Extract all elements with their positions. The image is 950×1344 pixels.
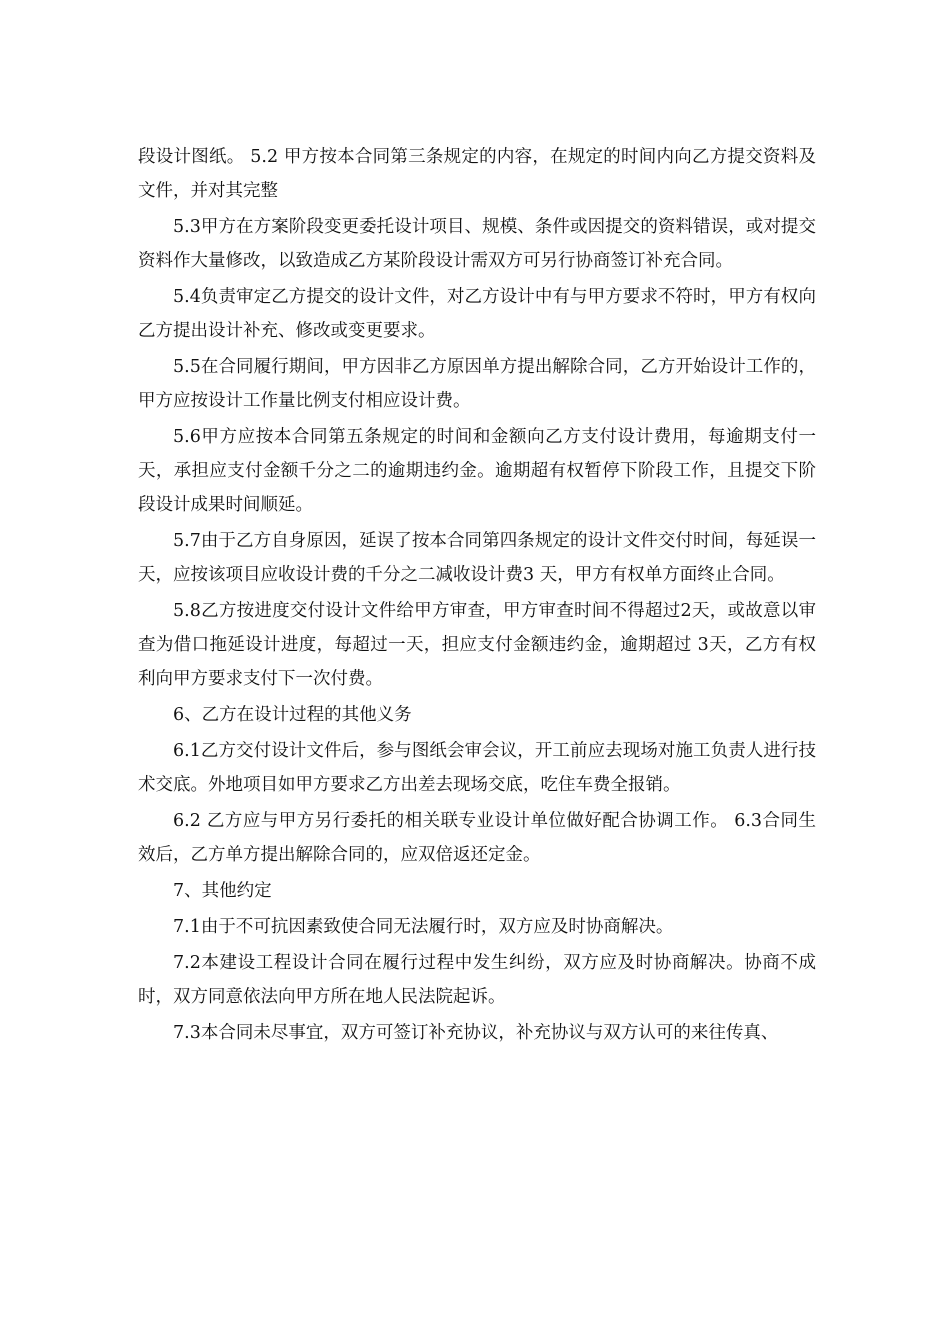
paragraph-6: 5.8乙方按进度交付设计文件给甲方审查，甲方审查时间不得超过2天，或故意以审查为借口拖延设计进度，每超过一天，担应支付金额违约金，逾期超过 3天，乙方有权利向甲方要求支付下一次付费。 [138,601,816,689]
paragraph-8: 6.1乙方交付设计文件后，参与图纸会审会议，开工前应去现场对施工负责人进行技术交底。外地项目如甲方要求乙方出差去现场交底，吃住车费全报销。 [138,741,816,795]
paragraph-4: 5.6甲方应按本合同第五条规定的时间和金额向乙方支付设计费用，每逾期支付一天，承担应支付金额千分之二的逾期违约金。逾期超有权暂停下阶段工作，且提交下阶段设计成果时间顺延。 [138,427,816,515]
paragraph-11: 7.1由于不可抗因素致使合同无法履行时，双方应及时协商解决。 [173,917,674,937]
paragraph-3: 5.5在合同履行期间，甲方因非乙方原因单方提出解除合同，乙方开始设计工作的，甲方应按设计工作量比例支付相应设计费。 [138,357,816,411]
paragraph-2: 5.4负责审定乙方提交的设计文件，对乙方设计中有与甲方要求不符时，甲方有权向乙方提出设计补充、修改或变更要求。 [138,287,816,341]
paragraph-13: 7.3本合同未尽事宜，双方可签订补充协议，补充协议与双方认可的来往传真、 [173,1023,779,1043]
section-heading-6: 6、乙方在设计过程的其他义务 [173,705,412,725]
paragraph-5: 5.7由于乙方自身原因，延误了按本合同第四条规定的设计文件交付时间，每延误一天，应按该项目应收设计费的千分之二减收设计费3 天，甲方有权单方面终止合同。 [138,531,816,585]
paragraph-1: 5.3甲方在方案阶段变更委托设计项目、规模、条件或因提交的资料错误，或对提交资料作大量修改，以致造成乙方某阶段设计需双方可另行协商签订补充合同。 [138,217,816,271]
section-heading-7: 7、其他约定 [173,881,272,901]
paragraph-9: 6.2 乙方应与甲方另行委托的相关联专业设计单位做好配合协调工作。 6.3合同生效后，乙方单方提出解除合同的，应双倍返还定金。 [138,811,816,865]
paragraph-0: 段设计图纸。 5.2 甲方按本合同第三条规定的内容，在规定的时间内向乙方提交资料及文件，并对其完整 [138,147,816,201]
paragraph-12: 7.2本建设工程设计合同在履行过程中发生纠纷，双方应及时协商解决。协商不成时，双方同意依法向甲方所在地人民法院起诉。 [138,953,816,1007]
document-page [138,140,816,1052]
